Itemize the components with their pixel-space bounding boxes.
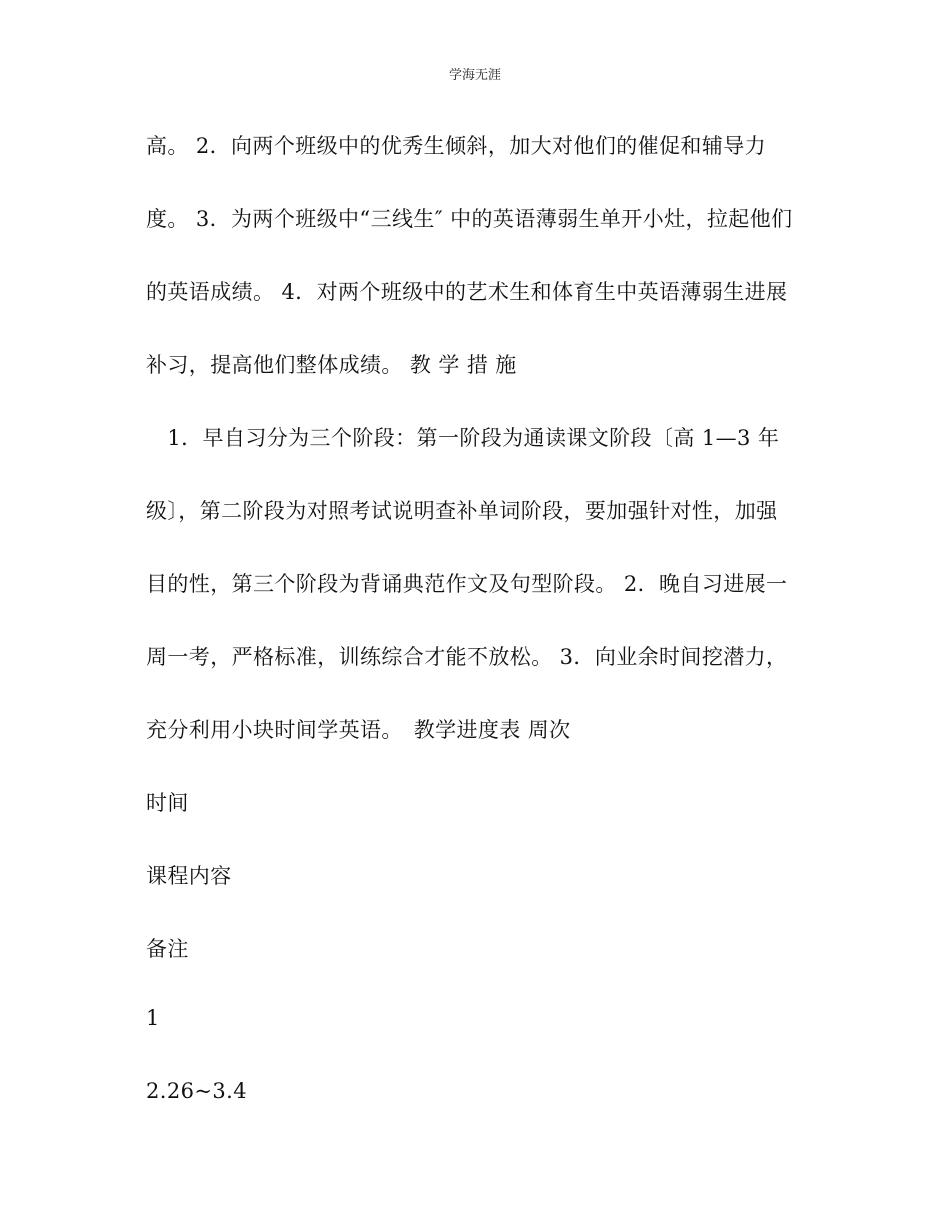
text-line: 级〕，第二阶段为对照考试说明查补单词阶段，要加强针对性，加强 bbox=[146, 499, 778, 523]
table-cell-content-header: 课程内容 bbox=[146, 864, 232, 888]
text-line: 充分利用小块时间学英语。 教学进度表 周次 bbox=[146, 718, 571, 742]
text-line: 补习，提高他们整体成绩。 教 学 措 施 bbox=[146, 353, 517, 377]
page-header: 学海无涯 bbox=[448, 68, 501, 83]
text-line: 周一考，严格标准，训练综合才能不放松。 3．向业余时间挖潜力， bbox=[146, 645, 788, 669]
text-line: 的英语成绩。 4．对两个班级中的艺术生和体育生中英语薄弱生进展 bbox=[146, 280, 788, 304]
table-cell-week-number: 1 bbox=[146, 1006, 160, 1030]
table-cell-time-header: 时间 bbox=[146, 791, 189, 815]
table-cell-date-range: 2.26~3.4 bbox=[146, 1079, 247, 1103]
text-line: 高。 2．向两个班级中的优秀生倾斜，加大对他们的催促和辅导力 bbox=[146, 134, 767, 158]
text-line: 度。 3．为两个班级中“三线生″ 中的英语薄弱生单开小灶，拉起他们 bbox=[146, 207, 793, 231]
text-line: 1．早自习分为三个阶段：第一阶段为通读课文阶段〔高 1—3 年 bbox=[146, 426, 780, 450]
text-line: 目的性，第三个阶段为背诵典范作文及句型阶段。 2．晚自习进展一 bbox=[146, 572, 788, 596]
table-cell-notes-header: 备注 bbox=[146, 937, 189, 961]
